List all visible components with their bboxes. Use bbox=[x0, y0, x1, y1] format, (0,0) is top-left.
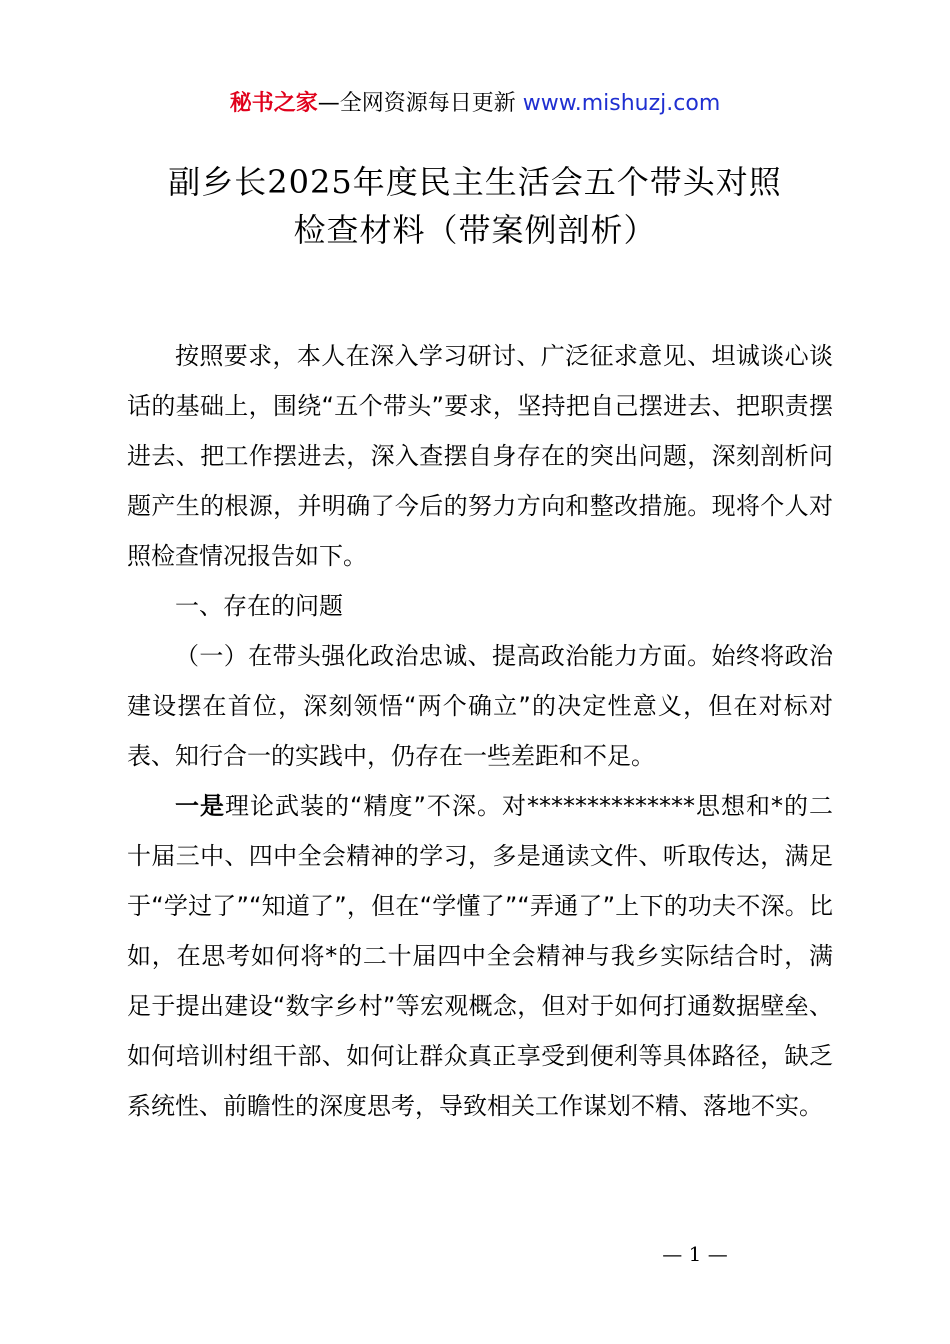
point-lead: 一是 bbox=[175, 792, 226, 820]
site-banner bbox=[0, 88, 950, 120]
title-line-2: 检查材料（带案例剖析） bbox=[293, 211, 657, 249]
site-brand: 秘书之家 bbox=[229, 91, 318, 116]
site-url-link[interactable]: www.mishuzj.com bbox=[522, 91, 721, 116]
point-paragraph-1 bbox=[127, 781, 833, 1131]
document-title bbox=[0, 158, 950, 254]
page-number: — 1 — bbox=[662, 1242, 728, 1266]
subsection-paragraph-1: （一）在带头强化政治忠诚、提高政治能力方面。始终将政治建设摆在首位，深刻领悟“两个确立”的决定性意义，但在对标对表、知行合一的实践中，仍存在一些差距和不足。 bbox=[127, 642, 833, 770]
intro-paragraph: 按照要求，本人在深入学习研讨、广泛征求意见、坦诚谈心谈话的基础上，围绕“五个带头”要求，坚持把自己摆进去、把职责摆进去、把工作摆进去，深入查摆自身存在的突出问题，深刻剖析问题产生的根源，并明确了今后的努力方向和整改措施。现将个人对照检查情况报告如下。 bbox=[127, 342, 833, 570]
title-line-1: 副乡长2025年度民主生活会五个带头对照 bbox=[168, 163, 782, 201]
document-body bbox=[127, 331, 833, 1131]
point-text: 理论武装的“精度”不深。对**************思想和*的二十届三中、四中全会精神的学习，多是通读文件、听取传达，满足于“学过了”“知道了”，但在“学懂了”“弄通了”上下的功夫不深。比如，在思考如何将*的二十届四中全会精神与我乡实际结合时，满足于提出建设“数字乡村”等宏观概念，但对于如何打通数据壁垒、如何培训村组干部、如何让群众真正享受到便利等具体路径，缺乏系统性、前瞻性的深度思考，导致相关工作谋划不精、落地不实。 bbox=[127, 792, 833, 1120]
site-tagline: —全网资源每日更新 bbox=[317, 91, 523, 116]
section-heading-problems: 一、存在的问题 bbox=[175, 592, 343, 620]
